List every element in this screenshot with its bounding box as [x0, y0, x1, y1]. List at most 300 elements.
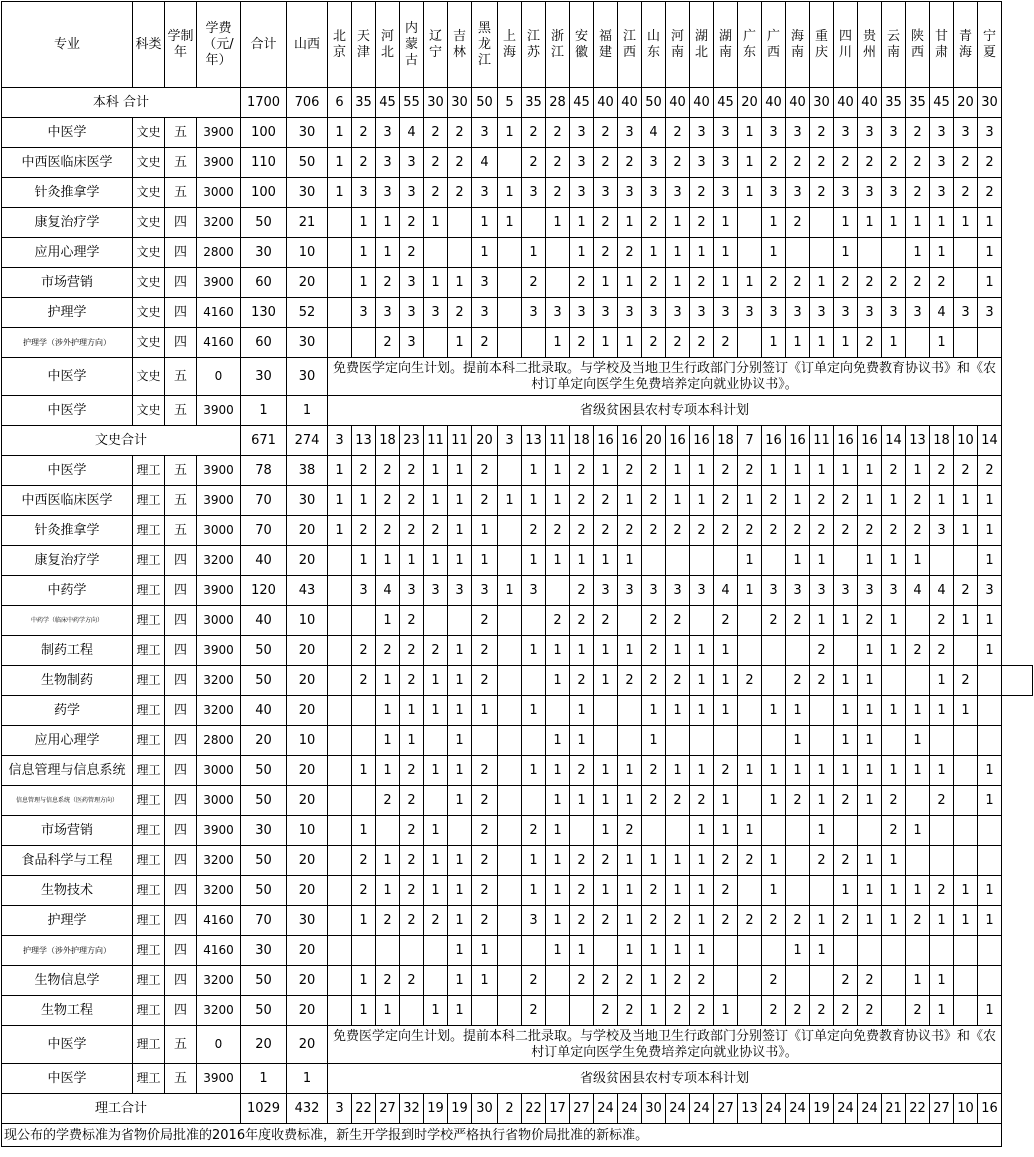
province-quota-cell: 1	[882, 208, 906, 238]
province-quota-cell: 2	[810, 516, 834, 546]
years-cell: 五	[165, 486, 197, 516]
major-name: 中医学	[2, 1064, 133, 1094]
province-quota-cell	[546, 576, 570, 606]
province-quota-cell: 1	[930, 328, 954, 358]
province-quota-cell: 2	[858, 996, 882, 1026]
province-quota-cell: 16	[978, 1094, 1002, 1124]
total-cell: 1	[241, 396, 287, 426]
province-quota-cell	[546, 696, 570, 726]
province-quota-cell: 2	[594, 906, 618, 936]
province-quota-cell: 2	[906, 636, 930, 666]
years-cell: 四	[165, 906, 197, 936]
shanxi-cell: 30	[287, 178, 328, 208]
table-row	[2, 178, 1033, 208]
province-quota-cell	[424, 238, 448, 268]
province-quota-cell: 55	[400, 88, 424, 118]
province-quota-cell: 1	[978, 876, 1002, 906]
total-cell: 50	[241, 756, 287, 786]
province-quota-cell: 5	[498, 88, 522, 118]
province-quota-cell: 2	[690, 328, 714, 358]
fee-cell: 3000	[197, 516, 241, 546]
table-row	[2, 606, 1033, 636]
province-quota-cell	[400, 936, 424, 966]
province-quota-cell: 2	[810, 118, 834, 148]
note-row	[2, 1026, 1033, 1064]
years-cell: 四	[165, 328, 197, 358]
province-quota-cell: 1	[858, 456, 882, 486]
shanxi-cell: 30	[287, 118, 328, 148]
province-quota-cell: 2	[472, 456, 498, 486]
major-name: 应用心理学	[2, 726, 133, 756]
province-quota-cell: 1	[328, 456, 352, 486]
shanxi-cell: 52	[287, 298, 328, 328]
province-quota-cell: 2	[666, 606, 690, 636]
province-quota-cell: 1	[738, 576, 762, 606]
shanxi-cell: 20	[287, 936, 328, 966]
province-quota-cell: 2	[618, 816, 642, 846]
header-province: 甘肃	[930, 2, 954, 88]
province-quota-cell: 3	[834, 298, 858, 328]
province-quota-cell	[328, 996, 352, 1026]
province-quota-cell: 1	[978, 208, 1002, 238]
province-quota-cell: 1	[858, 786, 882, 816]
province-quota-cell	[376, 816, 400, 846]
subtotal-row	[2, 1094, 1033, 1124]
province-quota-cell: 2	[522, 268, 546, 298]
major-name: 应用心理学	[2, 238, 133, 268]
province-quota-cell	[498, 726, 522, 756]
province-quota-cell: 16	[690, 426, 714, 456]
province-quota-cell	[328, 846, 352, 876]
province-quota-cell: 1	[882, 328, 906, 358]
province-quota-cell: 1	[690, 238, 714, 268]
province-quota-cell: 1	[978, 636, 1002, 666]
province-quota-cell: 2	[666, 996, 690, 1026]
province-quota-cell: 2	[714, 456, 738, 486]
province-quota-cell: 2	[882, 456, 906, 486]
province-quota-cell: 1	[642, 936, 666, 966]
header-province: 江西	[618, 2, 642, 88]
province-quota-cell	[762, 936, 786, 966]
fee-cell: 3900	[197, 268, 241, 298]
province-quota-cell	[498, 966, 522, 996]
province-quota-cell: 3	[522, 178, 546, 208]
table-row	[2, 786, 1033, 816]
province-quota-cell: 1	[906, 726, 930, 756]
province-quota-cell	[522, 726, 546, 756]
shanxi-cell: 706	[287, 88, 328, 118]
province-quota-cell	[352, 726, 376, 756]
province-quota-cell: 1	[618, 786, 642, 816]
province-quota-cell: 1	[954, 906, 978, 936]
province-quota-cell	[762, 666, 786, 696]
major-name: 护理学	[2, 906, 133, 936]
province-quota-cell: 3	[786, 576, 810, 606]
province-quota-cell: 1	[906, 208, 930, 238]
years-cell: 四	[165, 208, 197, 238]
province-quota-cell: 1	[352, 996, 376, 1026]
province-quota-cell	[594, 726, 618, 756]
province-quota-cell	[328, 298, 352, 328]
province-quota-cell	[352, 786, 376, 816]
province-quota-cell: 3	[400, 576, 424, 606]
province-quota-cell: 1	[546, 546, 570, 576]
category-cell: 理工	[133, 1064, 165, 1094]
plan-note: 省级贫困县农村专项本科计划	[328, 1064, 1002, 1094]
province-quota-cell	[522, 786, 546, 816]
province-quota-cell: 2	[906, 178, 930, 208]
province-quota-cell: 3	[714, 148, 738, 178]
header-province: 黑龙江	[472, 2, 498, 88]
shanxi-cell: 20	[287, 996, 328, 1026]
table-row	[2, 996, 1033, 1026]
province-quota-cell: 2	[642, 486, 666, 516]
province-quota-cell	[978, 726, 1002, 756]
province-quota-cell: 1	[954, 516, 978, 546]
total-cell: 50	[241, 966, 287, 996]
category-cell: 理工	[133, 996, 165, 1026]
province-quota-cell: 2	[834, 268, 858, 298]
province-quota-cell: 24	[594, 1094, 618, 1124]
province-quota-cell	[954, 636, 978, 666]
province-quota-cell: 3	[594, 178, 618, 208]
province-quota-cell: 2	[810, 666, 834, 696]
province-quota-cell: 2	[930, 636, 954, 666]
province-quota-cell: 2	[546, 148, 570, 178]
province-quota-cell: 3	[858, 178, 882, 208]
province-quota-cell: 1	[498, 486, 522, 516]
province-quota-cell	[448, 606, 472, 636]
province-quota-cell	[906, 786, 930, 816]
province-quota-cell: 2	[954, 178, 978, 208]
major-name: 中西医临床医学	[2, 486, 133, 516]
major-name: 信息管理与信息系统（医药管理方向）	[2, 786, 133, 816]
province-quota-cell: 2	[930, 786, 954, 816]
fee-cell: 2800	[197, 726, 241, 756]
province-quota-cell: 2	[906, 906, 930, 936]
total-cell: 120	[241, 576, 287, 606]
province-quota-cell	[882, 936, 906, 966]
province-quota-cell: 2	[570, 666, 594, 696]
province-quota-cell: 13	[522, 426, 546, 456]
province-quota-cell: 1	[424, 756, 448, 786]
province-quota-cell: 11	[424, 426, 448, 456]
province-quota-cell: 35	[352, 88, 376, 118]
province-quota-cell	[328, 636, 352, 666]
province-quota-cell	[498, 876, 522, 906]
total-cell: 1029	[241, 1094, 287, 1124]
fee-cell: 3900	[197, 148, 241, 178]
province-quota-cell: 3	[714, 178, 738, 208]
province-quota-cell: 2	[352, 636, 376, 666]
province-quota-cell: 2	[352, 666, 376, 696]
fee-cell: 3900	[197, 396, 241, 426]
province-quota-cell	[448, 238, 472, 268]
province-quota-cell	[882, 966, 906, 996]
province-quota-cell: 3	[930, 516, 954, 546]
province-quota-cell	[834, 936, 858, 966]
province-quota-cell: 2	[400, 846, 424, 876]
shanxi-cell: 20	[287, 546, 328, 576]
province-quota-cell: 2	[906, 118, 930, 148]
fee-cell: 3000	[197, 786, 241, 816]
province-quota-cell	[546, 268, 570, 298]
province-quota-cell	[906, 846, 930, 876]
province-quota-cell: 2	[714, 846, 738, 876]
total-cell: 100	[241, 178, 287, 208]
province-quota-cell	[498, 636, 522, 666]
table-row	[2, 876, 1033, 906]
province-quota-cell: 2	[762, 996, 786, 1026]
province-quota-cell: 2	[666, 516, 690, 546]
province-quota-cell: 1	[522, 696, 546, 726]
fee-cell: 0	[197, 358, 241, 396]
province-quota-cell	[810, 208, 834, 238]
province-quota-cell: 2	[690, 208, 714, 238]
province-quota-cell: 1	[376, 846, 400, 876]
province-quota-cell	[498, 696, 522, 726]
province-quota-cell: 2	[546, 118, 570, 148]
province-quota-cell: 1	[546, 846, 570, 876]
major-name: 康复治疗学	[2, 546, 133, 576]
province-quota-cell	[882, 996, 906, 1026]
province-quota-cell: 4	[376, 576, 400, 606]
total-cell: 40	[241, 606, 287, 636]
category-cell: 文史	[133, 148, 165, 178]
shanxi-cell: 20	[287, 876, 328, 906]
province-quota-cell: 1	[690, 846, 714, 876]
total-cell: 50	[241, 846, 287, 876]
province-quota-cell: 1	[522, 636, 546, 666]
province-quota-cell: 1	[594, 328, 618, 358]
province-quota-cell: 2	[834, 148, 858, 178]
shanxi-cell: 1	[287, 396, 328, 426]
province-quota-cell	[930, 546, 954, 576]
province-quota-cell: 2	[424, 118, 448, 148]
province-quota-cell: 2	[352, 456, 376, 486]
header-province: 河南	[666, 2, 690, 88]
province-quota-cell: 3	[930, 178, 954, 208]
province-quota-cell	[954, 846, 978, 876]
category-cell: 理工	[133, 486, 165, 516]
total-cell: 50	[241, 786, 287, 816]
province-quota-cell: 1	[472, 546, 498, 576]
province-quota-cell: 2	[882, 786, 906, 816]
province-quota-cell: 1	[762, 876, 786, 906]
province-quota-cell: 2	[834, 996, 858, 1026]
header-province: 四川	[834, 2, 858, 88]
province-quota-cell: 2	[714, 876, 738, 906]
province-quota-cell: 3	[400, 268, 424, 298]
province-quota-cell: 3	[978, 298, 1002, 328]
province-quota-cell	[978, 966, 1002, 996]
category-cell: 理工	[133, 696, 165, 726]
total-cell: 30	[241, 816, 287, 846]
province-quota-cell	[328, 606, 352, 636]
province-quota-cell: 3	[424, 298, 448, 328]
province-quota-cell	[738, 786, 762, 816]
fee-cell: 3900	[197, 636, 241, 666]
province-quota-cell: 2	[858, 148, 882, 178]
province-quota-cell: 30	[978, 88, 1002, 118]
province-quota-cell: 11	[448, 426, 472, 456]
province-quota-cell	[498, 516, 522, 546]
province-quota-cell: 2	[376, 786, 400, 816]
years-cell: 四	[165, 786, 197, 816]
province-quota-cell: 2	[834, 846, 858, 876]
province-quota-cell: 1	[666, 268, 690, 298]
province-quota-cell	[498, 606, 522, 636]
province-quota-cell: 1	[522, 546, 546, 576]
province-quota-cell	[328, 666, 352, 696]
major-name: 中药学（临床中药学方向）	[2, 606, 133, 636]
years-cell: 五	[165, 118, 197, 148]
province-quota-cell	[522, 606, 546, 636]
province-quota-cell: 2	[400, 816, 424, 846]
years-cell: 四	[165, 576, 197, 606]
province-quota-cell: 2	[666, 906, 690, 936]
province-quota-cell: 1	[858, 696, 882, 726]
province-quota-cell	[498, 268, 522, 298]
years-cell: 五	[165, 1064, 197, 1094]
province-quota-cell: 2	[400, 456, 424, 486]
province-quota-cell	[978, 846, 1002, 876]
province-quota-cell: 2	[400, 486, 424, 516]
subtotal-label: 文史合计	[2, 426, 241, 456]
province-quota-cell: 1	[882, 846, 906, 876]
table-row	[2, 208, 1033, 238]
shanxi-cell: 20	[287, 696, 328, 726]
province-quota-cell: 20	[642, 426, 666, 456]
province-quota-cell: 2	[642, 666, 666, 696]
province-quota-cell: 2	[834, 786, 858, 816]
province-quota-cell: 1	[882, 876, 906, 906]
province-quota-cell: 1	[834, 756, 858, 786]
province-quota-cell: 2	[642, 906, 666, 936]
province-quota-cell: 1	[546, 456, 570, 486]
major-name: 生物工程	[2, 996, 133, 1026]
header-category: 科类	[133, 2, 165, 88]
years-cell: 四	[165, 238, 197, 268]
fee-cell: 3900	[197, 486, 241, 516]
province-quota-cell: 1	[978, 996, 1002, 1026]
province-quota-cell: 2	[714, 516, 738, 546]
province-quota-cell: 3	[448, 576, 472, 606]
province-quota-cell: 1	[472, 516, 498, 546]
fee-cell: 4160	[197, 328, 241, 358]
province-quota-cell: 2	[570, 756, 594, 786]
province-quota-cell: 1	[882, 546, 906, 576]
province-quota-cell	[786, 636, 810, 666]
total-cell: 40	[241, 696, 287, 726]
province-quota-cell: 1	[352, 756, 376, 786]
province-quota-cell	[786, 238, 810, 268]
total-cell: 671	[241, 426, 287, 456]
province-quota-cell: 2	[858, 516, 882, 546]
major-name: 市场营销	[2, 268, 133, 298]
province-quota-cell: 3	[472, 576, 498, 606]
province-quota-cell: 2	[618, 996, 642, 1026]
province-quota-cell: 1	[858, 756, 882, 786]
province-quota-cell: 1	[522, 238, 546, 268]
province-quota-cell: 1	[400, 546, 424, 576]
province-quota-cell: 1	[810, 606, 834, 636]
province-quota-cell: 1	[448, 516, 472, 546]
province-quota-cell: 4	[400, 118, 424, 148]
province-quota-cell: 13	[906, 426, 930, 456]
province-quota-cell	[858, 238, 882, 268]
province-quota-cell: 1	[834, 328, 858, 358]
province-quota-cell: 1	[666, 636, 690, 666]
province-quota-cell: 3	[762, 576, 786, 606]
enrollment-plan-table	[1, 1, 1033, 1147]
province-quota-cell: 40	[618, 88, 642, 118]
province-quota-cell	[906, 936, 930, 966]
province-quota-cell: 1	[954, 208, 978, 238]
province-quota-cell: 2	[522, 816, 546, 846]
province-quota-cell: 1	[376, 546, 400, 576]
category-cell: 理工	[133, 966, 165, 996]
province-quota-cell: 1	[352, 546, 376, 576]
province-quota-cell: 1	[738, 118, 762, 148]
province-quota-cell: 3	[762, 298, 786, 328]
province-quota-cell	[954, 546, 978, 576]
province-quota-cell	[882, 726, 906, 756]
province-quota-cell	[786, 846, 810, 876]
major-name: 针灸推拿学	[2, 178, 133, 208]
province-quota-cell: 1	[618, 636, 642, 666]
years-cell: 五	[165, 178, 197, 208]
province-quota-cell: 19	[810, 1094, 834, 1124]
header-province: 广东	[738, 2, 762, 88]
province-quota-cell: 1	[424, 208, 448, 238]
province-quota-cell: 1	[448, 486, 472, 516]
province-quota-cell: 1	[448, 996, 472, 1026]
province-quota-cell: 3	[666, 178, 690, 208]
province-quota-cell: 1	[858, 906, 882, 936]
province-quota-cell: 19	[424, 1094, 448, 1124]
province-quota-cell: 1	[618, 328, 642, 358]
province-quota-cell: 3	[594, 298, 618, 328]
province-quota-cell: 1	[448, 846, 472, 876]
province-quota-cell	[954, 996, 978, 1026]
province-quota-cell: 1	[594, 816, 618, 846]
table-row	[2, 298, 1033, 328]
table-row	[2, 486, 1033, 516]
province-quota-cell: 1	[642, 966, 666, 996]
province-quota-cell: 1	[834, 238, 858, 268]
province-quota-cell	[738, 238, 762, 268]
province-quota-cell: 1	[642, 726, 666, 756]
province-quota-cell: 2	[424, 906, 448, 936]
shanxi-cell: 38	[287, 456, 328, 486]
province-quota-cell: 1	[594, 456, 618, 486]
province-quota-cell	[424, 966, 448, 996]
province-quota-cell: 18	[376, 426, 400, 456]
province-quota-cell	[424, 606, 448, 636]
province-quota-cell: 1	[424, 696, 448, 726]
province-quota-cell: 22	[906, 1094, 930, 1124]
province-quota-cell: 1	[810, 456, 834, 486]
province-quota-cell	[498, 456, 522, 486]
province-quota-cell	[810, 238, 834, 268]
province-quota-cell	[810, 696, 834, 726]
province-quota-cell: 2	[570, 876, 594, 906]
province-quota-cell	[328, 546, 352, 576]
table-row	[2, 148, 1033, 178]
province-quota-cell: 1	[594, 876, 618, 906]
province-quota-cell: 1	[472, 696, 498, 726]
